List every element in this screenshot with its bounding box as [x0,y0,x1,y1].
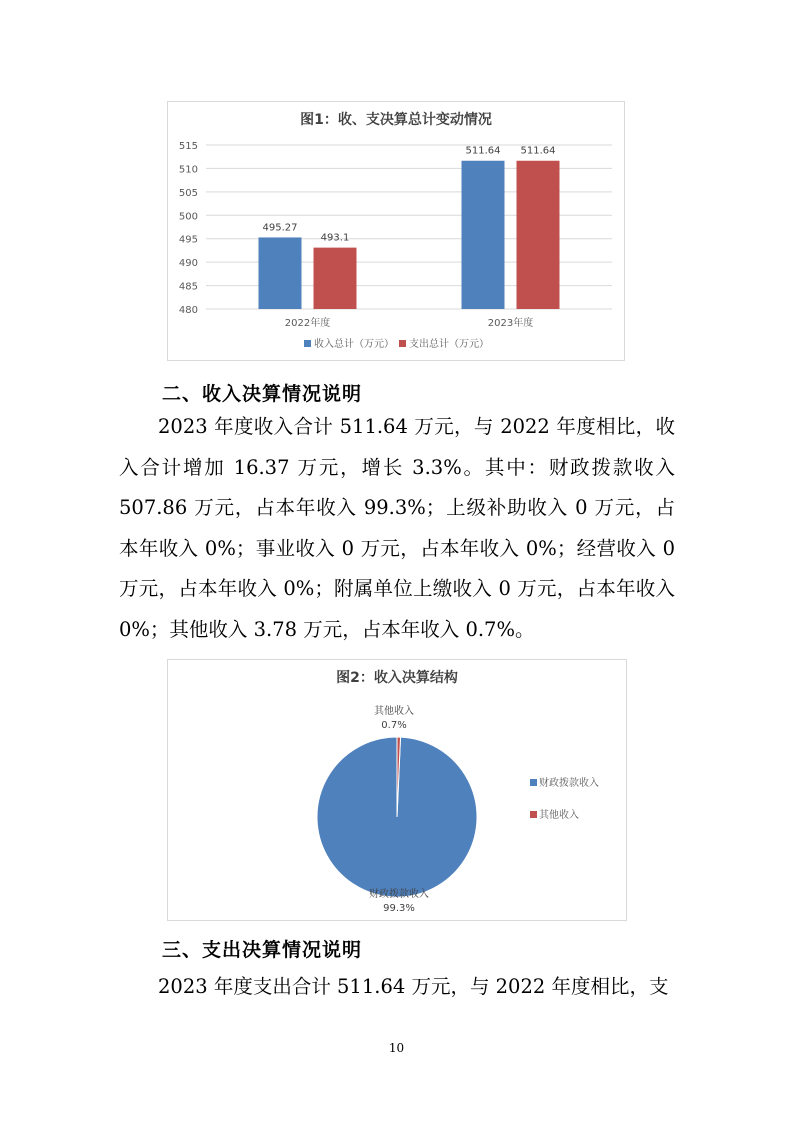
legend-label: 收入总计（万元） [314,339,394,350]
data-label: 495.27 [262,222,298,234]
legend-swatch [399,340,406,347]
income-section-heading: 二、收入决算情况说明 [162,383,363,405]
expense-paragraph: 2023 年度支出合计 511.64 万元，与 2022 年度相比，支 [158,975,669,998]
chart-title: 图1：收、支决算总计变动情况 [300,112,492,128]
legend-label: 其他收入 [539,810,579,821]
bar-chart-svg [168,102,624,360]
y-tick-label: 485 [178,281,198,293]
legend-swatch [304,340,311,347]
page-number: 10 [388,1041,405,1055]
y-tick-label: 500 [178,211,198,223]
legend-label: 支出总计（万元） [409,339,489,350]
y-tick-label: 495 [178,234,198,246]
bar [259,237,302,309]
chart-title: 图2：收入决算结构 [336,670,458,686]
legend-swatch [530,779,537,786]
y-tick-label: 515 [178,141,198,152]
expense-section-heading: 三、支出决算情况说明 [162,939,363,961]
data-label: 493.1 [320,232,350,244]
slice-category-label: 财政拨款收入 [369,889,429,900]
pie-chart-svg [168,660,626,920]
legend-swatch [530,811,537,818]
income-paragraph: 2023 年度收入合计 511.64 万元，与 2022 年度相比，收入合计增加 16.37 万元，增长 3.3%。其中：财政拨款收入 507.86 万元，占本年收入 99.3%；上级补助收入 0 万元，占本年收入 0%；事业收入 0 万元，占本年收入 0%；经营收入 0 万元，占本年收入 0%；附属单位上缴收入 0 万元，占本年收入 0%；其他收入 3.78 万元，占本年收入 0.7%。 [119,415,675,641]
y-tick-label: 480 [178,305,198,316]
y-tick-label: 510 [178,164,198,176]
bar [517,161,560,309]
slice-category-label: 其他收入 [374,706,414,717]
x-tick-label: 2022年度 [284,318,331,329]
income-expense-bar-chart [167,101,625,361]
data-label: 511.64 [520,145,556,157]
y-tick-label: 505 [178,187,198,199]
legend-label: 财政拨款收入 [539,778,599,789]
x-tick-label: 2023年度 [487,318,534,329]
income-structure-pie-chart [167,659,627,921]
bar [314,248,357,309]
slice-percent-label: 0.7% [381,720,407,731]
data-label: 511.64 [465,145,501,157]
bar [462,161,505,309]
slice-percent-label: 99.3% [383,903,415,914]
y-tick-label: 490 [178,258,198,270]
